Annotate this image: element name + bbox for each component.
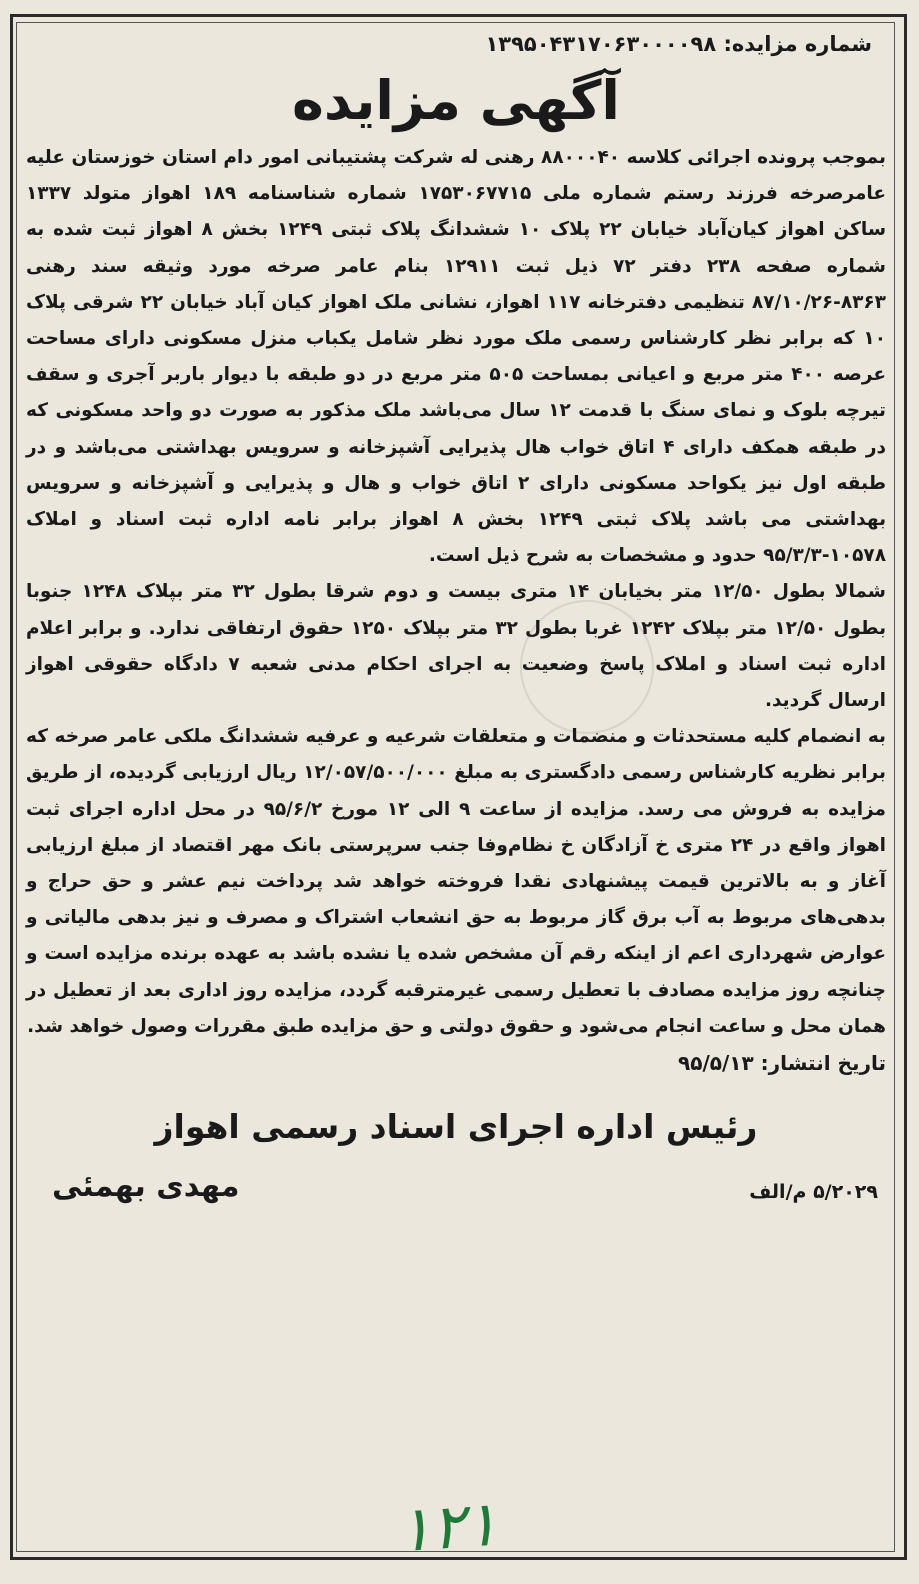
handwritten-number: ۱۲۱	[395, 1486, 501, 1567]
notice-title: آگهی مزایده	[292, 69, 620, 132]
paragraph-auction-terms: به انضمام کلیه مستحدثات و منضمات و متعلقات شرعیه و عرفیه ششدانگ ملکی عامر صرخه که برابر نظریه کارشناس رسمی دادگستری به مبلغ ۱۲/۰۵۷/۵۰۰/۰۰۰ ریال ارزیابی گردیده، از طریق مزایده به فروش می رسد. مزایده از ساعت ۹ الی ۱۲ مورخ ۹۵/۶/۲ در محل اداره اجرای ثبت اهواز واقع در ۲۴ متری خ آزادگان خ نظام‌وفا جنب سرپرستی بانک مهر اقتصاد از مبلغ ارزیابی آغاز و به بالاترین قیمت پیشنهادی نقدا فروخته خواهد شد پرداخت نیم عشر و حق حراج و بدهی‌های مربوط به آب برق گاز مربوط به حق انشعاب اشتراک و مصرف و نیز بدهی مالیاتی و عوارض شهرداری اعم از اینکه رقم آن مشخص شده یا نشده باشد به عهده برنده مزایده است و چنانچه روز مزایده مصادف با تعطیل رسمی غیرمترقبه گردد، مزایده روز اداری بعد از تعطیل در همان محل و ساعت انجام می‌شود و حقوق دولتی و حق مزایده طبق مقررات وصول خواهد شد.	[26, 726, 887, 1037]
paragraph-property-description: بموجب پرونده اجرائی کلاسه ۸۸۰۰۰۴۰ رهنی له شرکت پشتیبانی امور دام استان خوزستان علیه عامرصرخه فرزند رستم شماره ملی ۱۷۵۳۰۶۷۷۱۵ شماره شناسنامه ۱۸۹ اهواز متولد ۱۳۳۷ ساکن اهواز کیان‌آباد خیابان ۲۲ پلاک ۱۰ ششدانگ پلاک ثبتی ۱۲۴۹ بخش ۸ اهواز ثبت شده به شماره صفحه ۲۳۸ دفتر ۷۲ ذیل ثبت ۱۲۹۱۱ بنام عامر صرخه مورد وثیقه سند رهنی ۸۳۶۳-۸۷/۱۰/۲۶ تنظیمی دفترخانه ۱۱۷ اهواز، نشانی ملک اهواز کیان آباد خیابان ۲۲ شرقی پلاک ۱۰ که برابر نظر کارشناس رسمی ملک مورد نظر شامل یکباب منزل مسکونی دارای مساحت عرصه ۴۰۰ متر مربع و اعیانی بمساحت ۵۰۵ متر مربع در دو طبقه با دیوار باربر آجری و سقف تیرچه بلوک و نمای سنگ با قدمت ۱۲ سال می‌باشد ملک مذکور به صورت دو واحد مسکونی که در طبقه همکف دارای ۴ اتاق خواب هال پذیرایی آشپزخانه و سرویس بهداشتی می‌باشد و در طبقه اول نیز یکواحد مسکونی دارای ۲ اتاق خواب و هال و پذیرایی و آشپزخانه و سرویس بهداشتی می باشد پلاک ثبتی ۱۲۴۹ بخش ۸ اهواز برابر نامه اداره ثبت اسناد و املاک ۱۰۵۷۸-۹۵/۳/۳ حدود و مشخصات به شرح ذیل است.	[26, 147, 887, 567]
auction-number: شماره مزایده: ۱۳۹۵۰۴۳۱۷۰۶۳۰۰۰۰۹۸	[485, 32, 872, 56]
signer-name: مهدی بهمئی	[52, 1169, 240, 1205]
reference-code: ۵/۲۰۲۹ م/الف	[749, 1181, 878, 1204]
publication-date: تاریخ انتشار: ۹۵/۵/۱۳	[678, 1051, 886, 1076]
notice-body	[26, 28, 886, 1233]
signature-row	[26, 1163, 886, 1233]
paragraph-boundaries: شمالا بطول ۱۲/۵۰ متر بخیابان ۱۴ متری بیست و دوم شرقا بطول ۳۲ متر بپلاک ۱۲۴۸ جنوبا بطول ۱۲/۵۰ متر بپلاک ۱۲۴۲ غربا بطول ۳۲ متر بپلاک ۱۲۵۰ حقوق ارتفاقی ندارد. و برابر اعلام اداره ثبت اسناد و املاک پاسخ وضعیت به اجرای احکام مدنی شعبه ۷ دادگاه حقوقی اهواز ارسال گردید.	[26, 581, 887, 712]
signer-title: رئیس اداره اجرای اسناد رسمی اهواز	[154, 1107, 758, 1147]
